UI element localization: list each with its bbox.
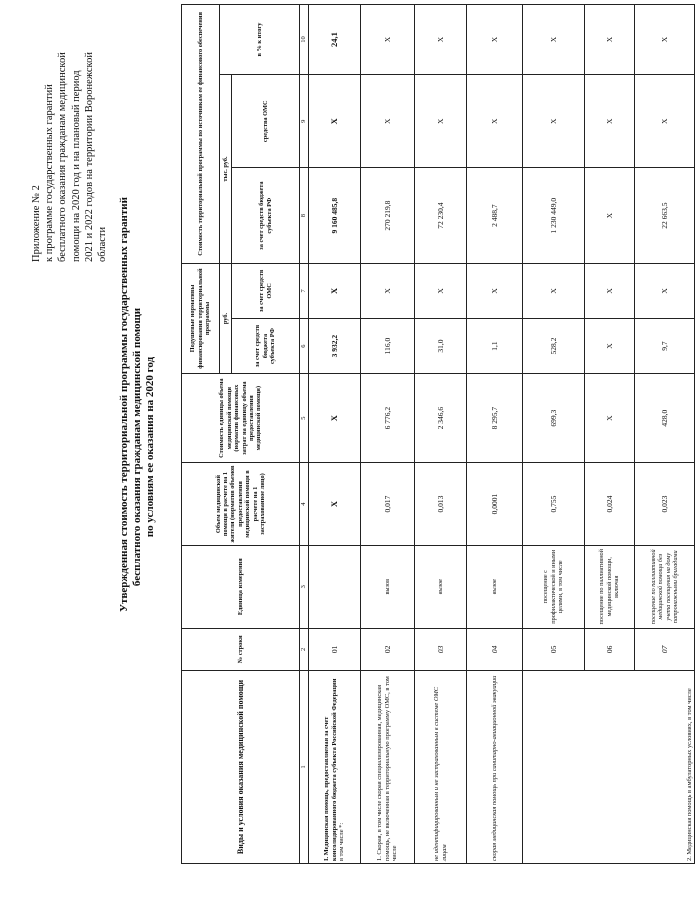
- row-budget-per-capita: X: [585, 319, 635, 374]
- row-budget-per-capita: 31,0: [415, 319, 467, 374]
- row-number: 02: [361, 628, 415, 670]
- appendix-line: бесплатного оказания гражданам медицинской: [57, 52, 69, 262]
- row-oms-cost: X: [467, 75, 523, 168]
- row-unit-cost: X: [585, 374, 635, 463]
- table-row: [361, 5, 415, 864]
- row-unit: вызов: [415, 545, 467, 628]
- row-percent: X: [415, 5, 467, 75]
- row-oms-cost: X: [361, 75, 415, 168]
- row-volume: 0,013: [415, 463, 467, 546]
- table-row: [467, 5, 523, 864]
- row-oms-per-capita: X: [415, 263, 467, 318]
- column-index-row: [300, 5, 309, 864]
- header-program-cost-group: Стоимость территориальной программы по источникам ее финансового обеспечения: [182, 5, 220, 264]
- row-number: 06: [585, 628, 635, 670]
- title-line: Утвержденная стоимость территориальной программы государственных гарантий: [118, 197, 130, 612]
- header-thousand-rub: тыс. руб.: [220, 75, 232, 264]
- row-oms-cost: X: [635, 75, 695, 168]
- row-oms-cost: X: [523, 75, 585, 168]
- column-index: 3: [300, 545, 309, 628]
- row-oms-cost: X: [415, 75, 467, 168]
- row-name: скорая медицинская помощь при санитарно-авиационной эвакуации: [467, 671, 523, 864]
- row-volume: 0,024: [585, 463, 635, 546]
- row-unit-cost: 6 776,2: [361, 374, 415, 463]
- row-budget-per-capita: 116,0: [361, 319, 415, 374]
- header-unit-cost: Стоимость единицы объема медицинской помощи (норматив финансовых затрат на единицу объема предоставления медицинской помощи): [182, 374, 300, 463]
- row-budget-cost: 22 663,5: [635, 168, 695, 263]
- row-unit: посещение с профилактической и иными целями, в том числе: [523, 545, 585, 628]
- row-oms-cost: X: [585, 75, 635, 168]
- row-budget-per-capita: 528,2: [523, 319, 585, 374]
- row-oms-per-capita: X: [467, 263, 523, 318]
- row-unit: посещение по паллиативной медицинской помощи без учета посещения на дому патронажными бригадами: [635, 545, 695, 628]
- row-number: 03: [415, 628, 467, 670]
- header-volume: Объем медицинской помощи в расчете на 1 жителя (норматив объемов предоставления медицинской помощи в расчете на 1 застрахованное лицо): [182, 463, 300, 546]
- row-volume: 0,023: [635, 463, 695, 546]
- column-index: 4: [300, 463, 309, 546]
- table-row: [415, 5, 467, 864]
- row-volume: 0,755: [523, 463, 585, 546]
- header-unit: Единица измерения: [182, 545, 300, 628]
- appendix-line: области: [97, 226, 109, 262]
- row-budget-cost: 270 219,8: [361, 168, 415, 263]
- row-budget-per-capita: 3 932,2: [309, 319, 361, 374]
- row-number: 05: [523, 628, 585, 670]
- header-percent: в % к итогу: [220, 5, 300, 75]
- column-index: 9: [300, 75, 309, 168]
- row-name: 2. Медицинская помощь в амбулаторных условиях, в том числе: [523, 671, 695, 864]
- row-oms-per-capita: X: [585, 263, 635, 318]
- row-unit-cost: 699,3: [523, 374, 585, 463]
- row-volume: 0,017: [361, 463, 415, 546]
- column-index: 1: [300, 671, 309, 864]
- row-budget-cost: X: [585, 168, 635, 263]
- appendix-line: 2021 и 2022 годов на территории Воронежской: [83, 52, 95, 262]
- row-percent: X: [585, 5, 635, 75]
- table-row: [523, 5, 585, 864]
- row-percent: X: [361, 5, 415, 75]
- row-unit-cost: 428,0: [635, 374, 695, 463]
- column-index: 6: [300, 319, 309, 374]
- row-number: 01: [309, 628, 361, 670]
- row-unit-cost: X: [309, 374, 361, 463]
- header-oms-cost: средства ОМС: [232, 75, 300, 168]
- appendix-note: [30, 12, 109, 262]
- column-index: 7: [300, 263, 309, 318]
- row-percent: X: [467, 5, 523, 75]
- row-oms-per-capita: X: [523, 263, 585, 318]
- row-percent: X: [523, 5, 585, 75]
- row-budget-cost: 72 230,4: [415, 168, 467, 263]
- header-budget-per-capita: за счет средств бюджета субъекта РФ: [232, 319, 300, 374]
- row-volume: 0,0001: [467, 463, 523, 546]
- row-oms-per-capita: X: [635, 263, 695, 318]
- row-name: 1. Скорая, в том числе скорая специализированная, медицинская помощь, не включенная в территориальную программу ОМС, в том числе: [361, 671, 415, 864]
- row-oms-cost: X: [309, 75, 361, 168]
- row-oms-per-capita: X: [309, 263, 361, 318]
- column-index: 2: [300, 628, 309, 670]
- row-number: 07: [635, 628, 695, 670]
- row-budget-per-capita: 1,1: [467, 319, 523, 374]
- row-name-main: I. Медицинская помощь, предоставляемая за счет консолидированного бюджета субъекта Российской Федерации: [323, 678, 338, 861]
- row-oms-per-capita: X: [361, 263, 415, 318]
- row-percent: X: [635, 5, 695, 75]
- row-budget-per-capita: 9,7: [635, 319, 695, 374]
- appendix-line: к программе государственных гарантий: [44, 84, 56, 262]
- header-rub: руб.: [220, 263, 232, 373]
- table-row: [309, 5, 361, 864]
- row-unit: вызов: [361, 545, 415, 628]
- header-kinds-conditions: Виды и условия оказания медицинской помощи: [182, 671, 300, 864]
- title-line: по условиям ее оказания на 2020 год: [144, 356, 156, 538]
- header-per-capita-group: Подушевые нормативы финансирования территориальной программы: [182, 263, 220, 373]
- appendix-line: Приложение № 2: [31, 185, 42, 262]
- row-budget-cost: 1 230 449,0: [523, 168, 585, 263]
- header-row-number: № строки: [182, 628, 300, 670]
- column-index: 8: [300, 168, 309, 263]
- row-unit-cost: 2 346,6: [415, 374, 467, 463]
- row-budget-cost: 2 488,7: [467, 168, 523, 263]
- row-unit: [309, 545, 361, 628]
- row-name: не идентифицированным и не застрахованным в системе ОМС лицам: [415, 671, 467, 864]
- row-percent: 24,1: [309, 5, 361, 75]
- cost-table: [181, 4, 695, 864]
- row-number: 04: [467, 628, 523, 670]
- column-index: 10: [300, 5, 309, 75]
- appendix-line: помощи на 2020 год и на плановый период: [70, 70, 82, 262]
- column-index: 5: [300, 374, 309, 463]
- header-oms-per-capita: за счет средств ОМС: [232, 263, 300, 318]
- document-title: [118, 197, 157, 612]
- row-unit: посещение по паллиативной медицинской помощи, включая: [585, 545, 635, 628]
- row-name: [309, 671, 361, 864]
- title-line: бесплатного оказания гражданам медицинской помощи: [131, 307, 143, 587]
- row-unit: вызов: [467, 545, 523, 628]
- row-unit-cost: 8 295,7: [467, 374, 523, 463]
- row-volume: X: [309, 463, 361, 546]
- header-budget-cost: за счет средств бюджета субъекта РФ: [232, 168, 300, 263]
- row-name-sub: в том числе *:: [338, 822, 346, 861]
- row-budget-cost: 9 160 485,8: [309, 168, 361, 263]
